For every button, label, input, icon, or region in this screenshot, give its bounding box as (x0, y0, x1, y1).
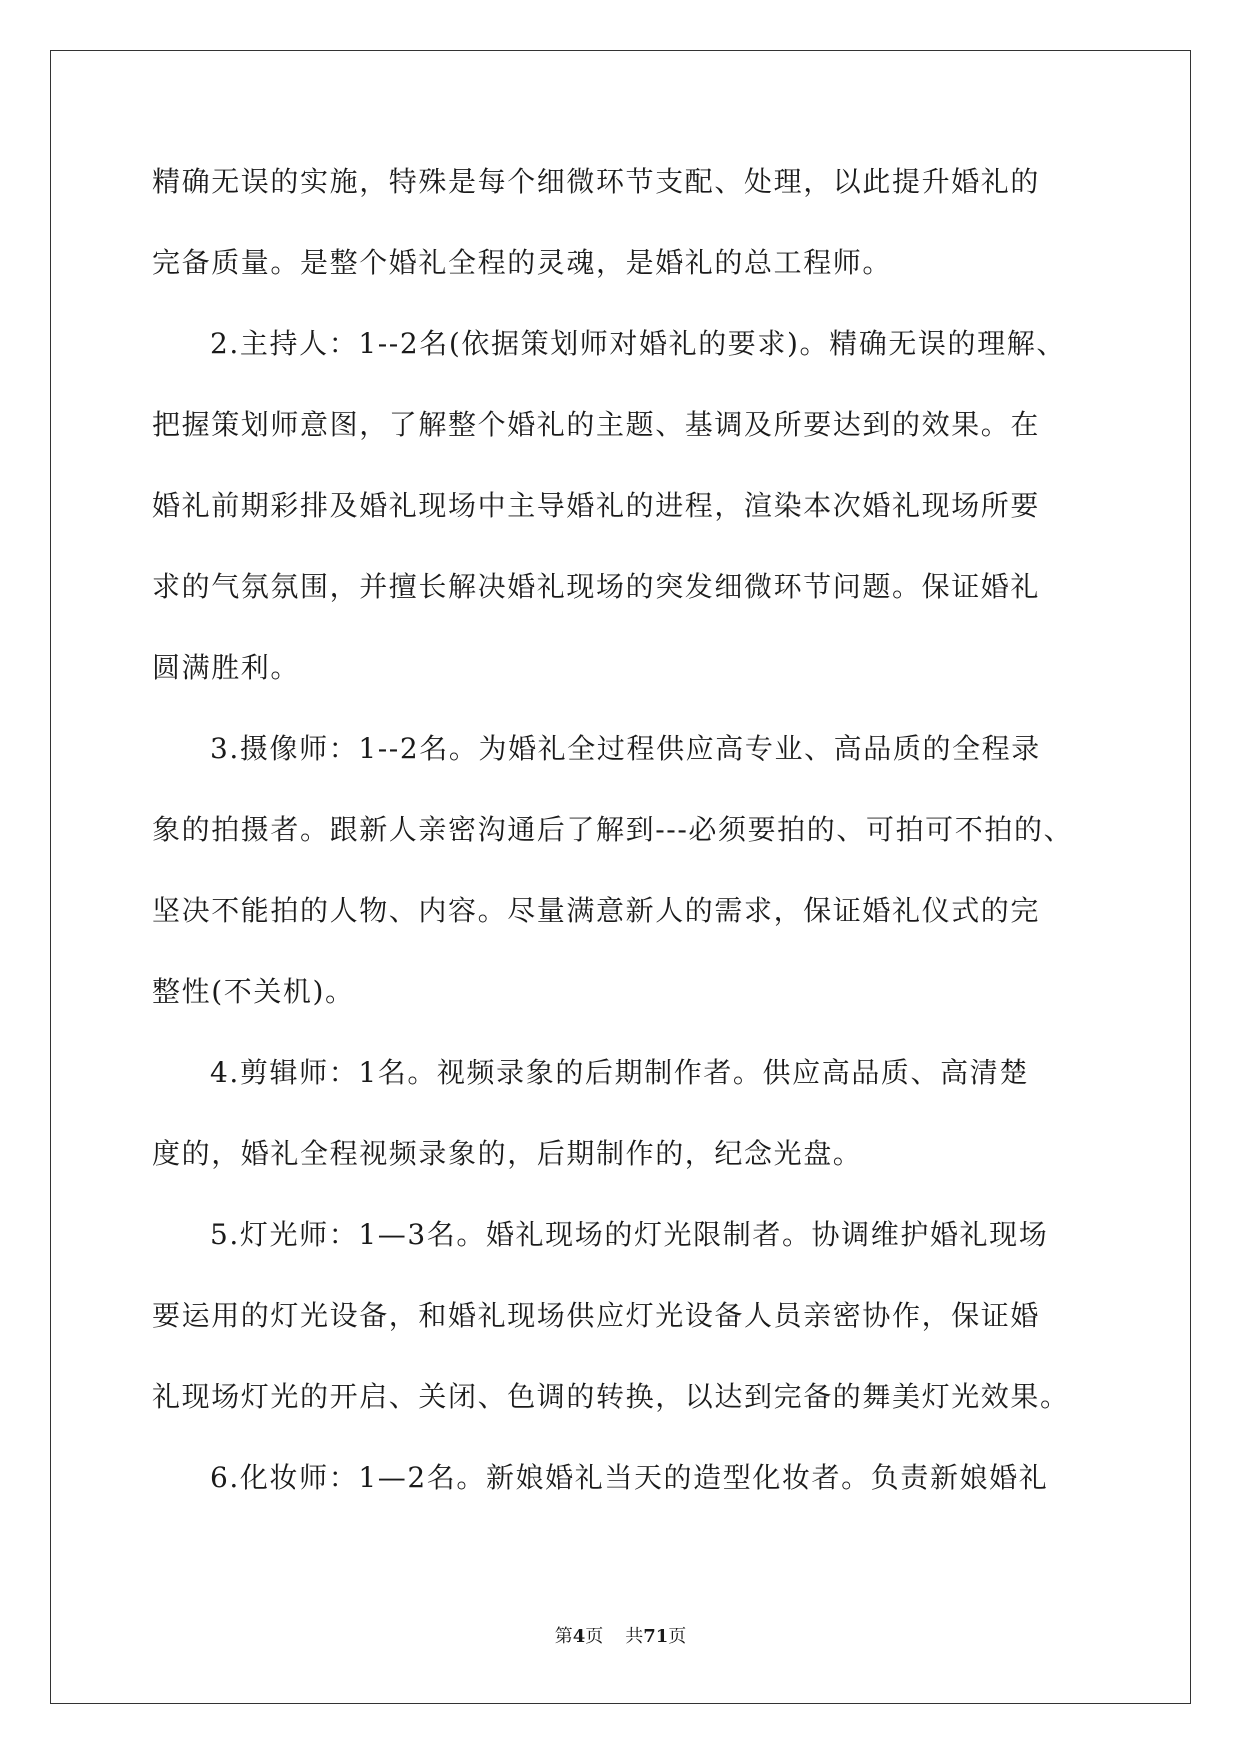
paragraph-line: 要运用的灯光设备，和婚礼现场供应灯光设备人员亲密协作，保证婚 (152, 1299, 1041, 1332)
paragraph-line: 求的气氛氛围，并擅长解决婚礼现场的突发细微环节问题。保证婚礼 (152, 570, 1041, 603)
paragraph-line: 坚决不能拍的人物、内容。尽量满意新人的需求，保证婚礼仪式的完 (152, 894, 1041, 927)
paragraph-line: 4.剪辑师：1名。视频录象的后期制作者。供应高品质、高清楚 (210, 1056, 1029, 1089)
page-footer (0, 1625, 1241, 1649)
paragraph-line: 礼现场灯光的开启、关闭、色调的转换，以达到完备的舞美灯光效果。 (152, 1380, 1070, 1413)
paragraph-line: 2.主持人：1--2名(依据策划师对婚礼的要求)。精确无误的理解、 (210, 327, 1066, 360)
paragraph-line: 3.摄像师：1--2名。为婚礼全过程供应高专业、高品质的全程录 (210, 732, 1041, 765)
current-page-number: 4 (572, 1626, 586, 1647)
total-page-count: 71 (643, 1626, 669, 1647)
document-body (152, 162, 1090, 1498)
paragraph-line: 把握策划师意图，了解整个婚礼的主题、基调及所要达到的效果。在 (152, 408, 1041, 441)
paragraph-line: 精确无误的实施，特殊是每个细微环节支配、处理，以此提升婚礼的 (152, 165, 1041, 198)
total-suffix: 页 (668, 1626, 687, 1647)
paragraph-line: 5.灯光师：1—3名。婚礼现场的灯光限制者。协调维护婚礼现场 (210, 1218, 1049, 1251)
page-prefix: 第 (554, 1626, 573, 1647)
paragraph-line: 6.化妆师：1—2名。新娘婚礼当天的造型化妆者。负责新娘婚礼 (210, 1461, 1049, 1494)
paragraph-line: 婚礼前期彩排及婚礼现场中主导婚礼的进程，渲染本次婚礼现场所要 (152, 489, 1041, 522)
paragraph-line: 整性(不关机)。 (152, 975, 355, 1008)
paragraph-line: 象的拍摄者。跟新人亲密沟通后了解到---必须要拍的、可拍可不拍的、 (152, 813, 1074, 846)
paragraph-line: 度的，婚礼全程视频录象的，后期制作的，纪念光盘。 (152, 1137, 863, 1170)
paragraph-line: 完备质量。是整个婚礼全程的灵魂，是婚礼的总工程师。 (152, 246, 893, 279)
total-prefix: 共 (625, 1626, 644, 1647)
page-suffix: 页 (585, 1626, 604, 1647)
paragraph-line: 圆满胜利。 (152, 651, 301, 684)
